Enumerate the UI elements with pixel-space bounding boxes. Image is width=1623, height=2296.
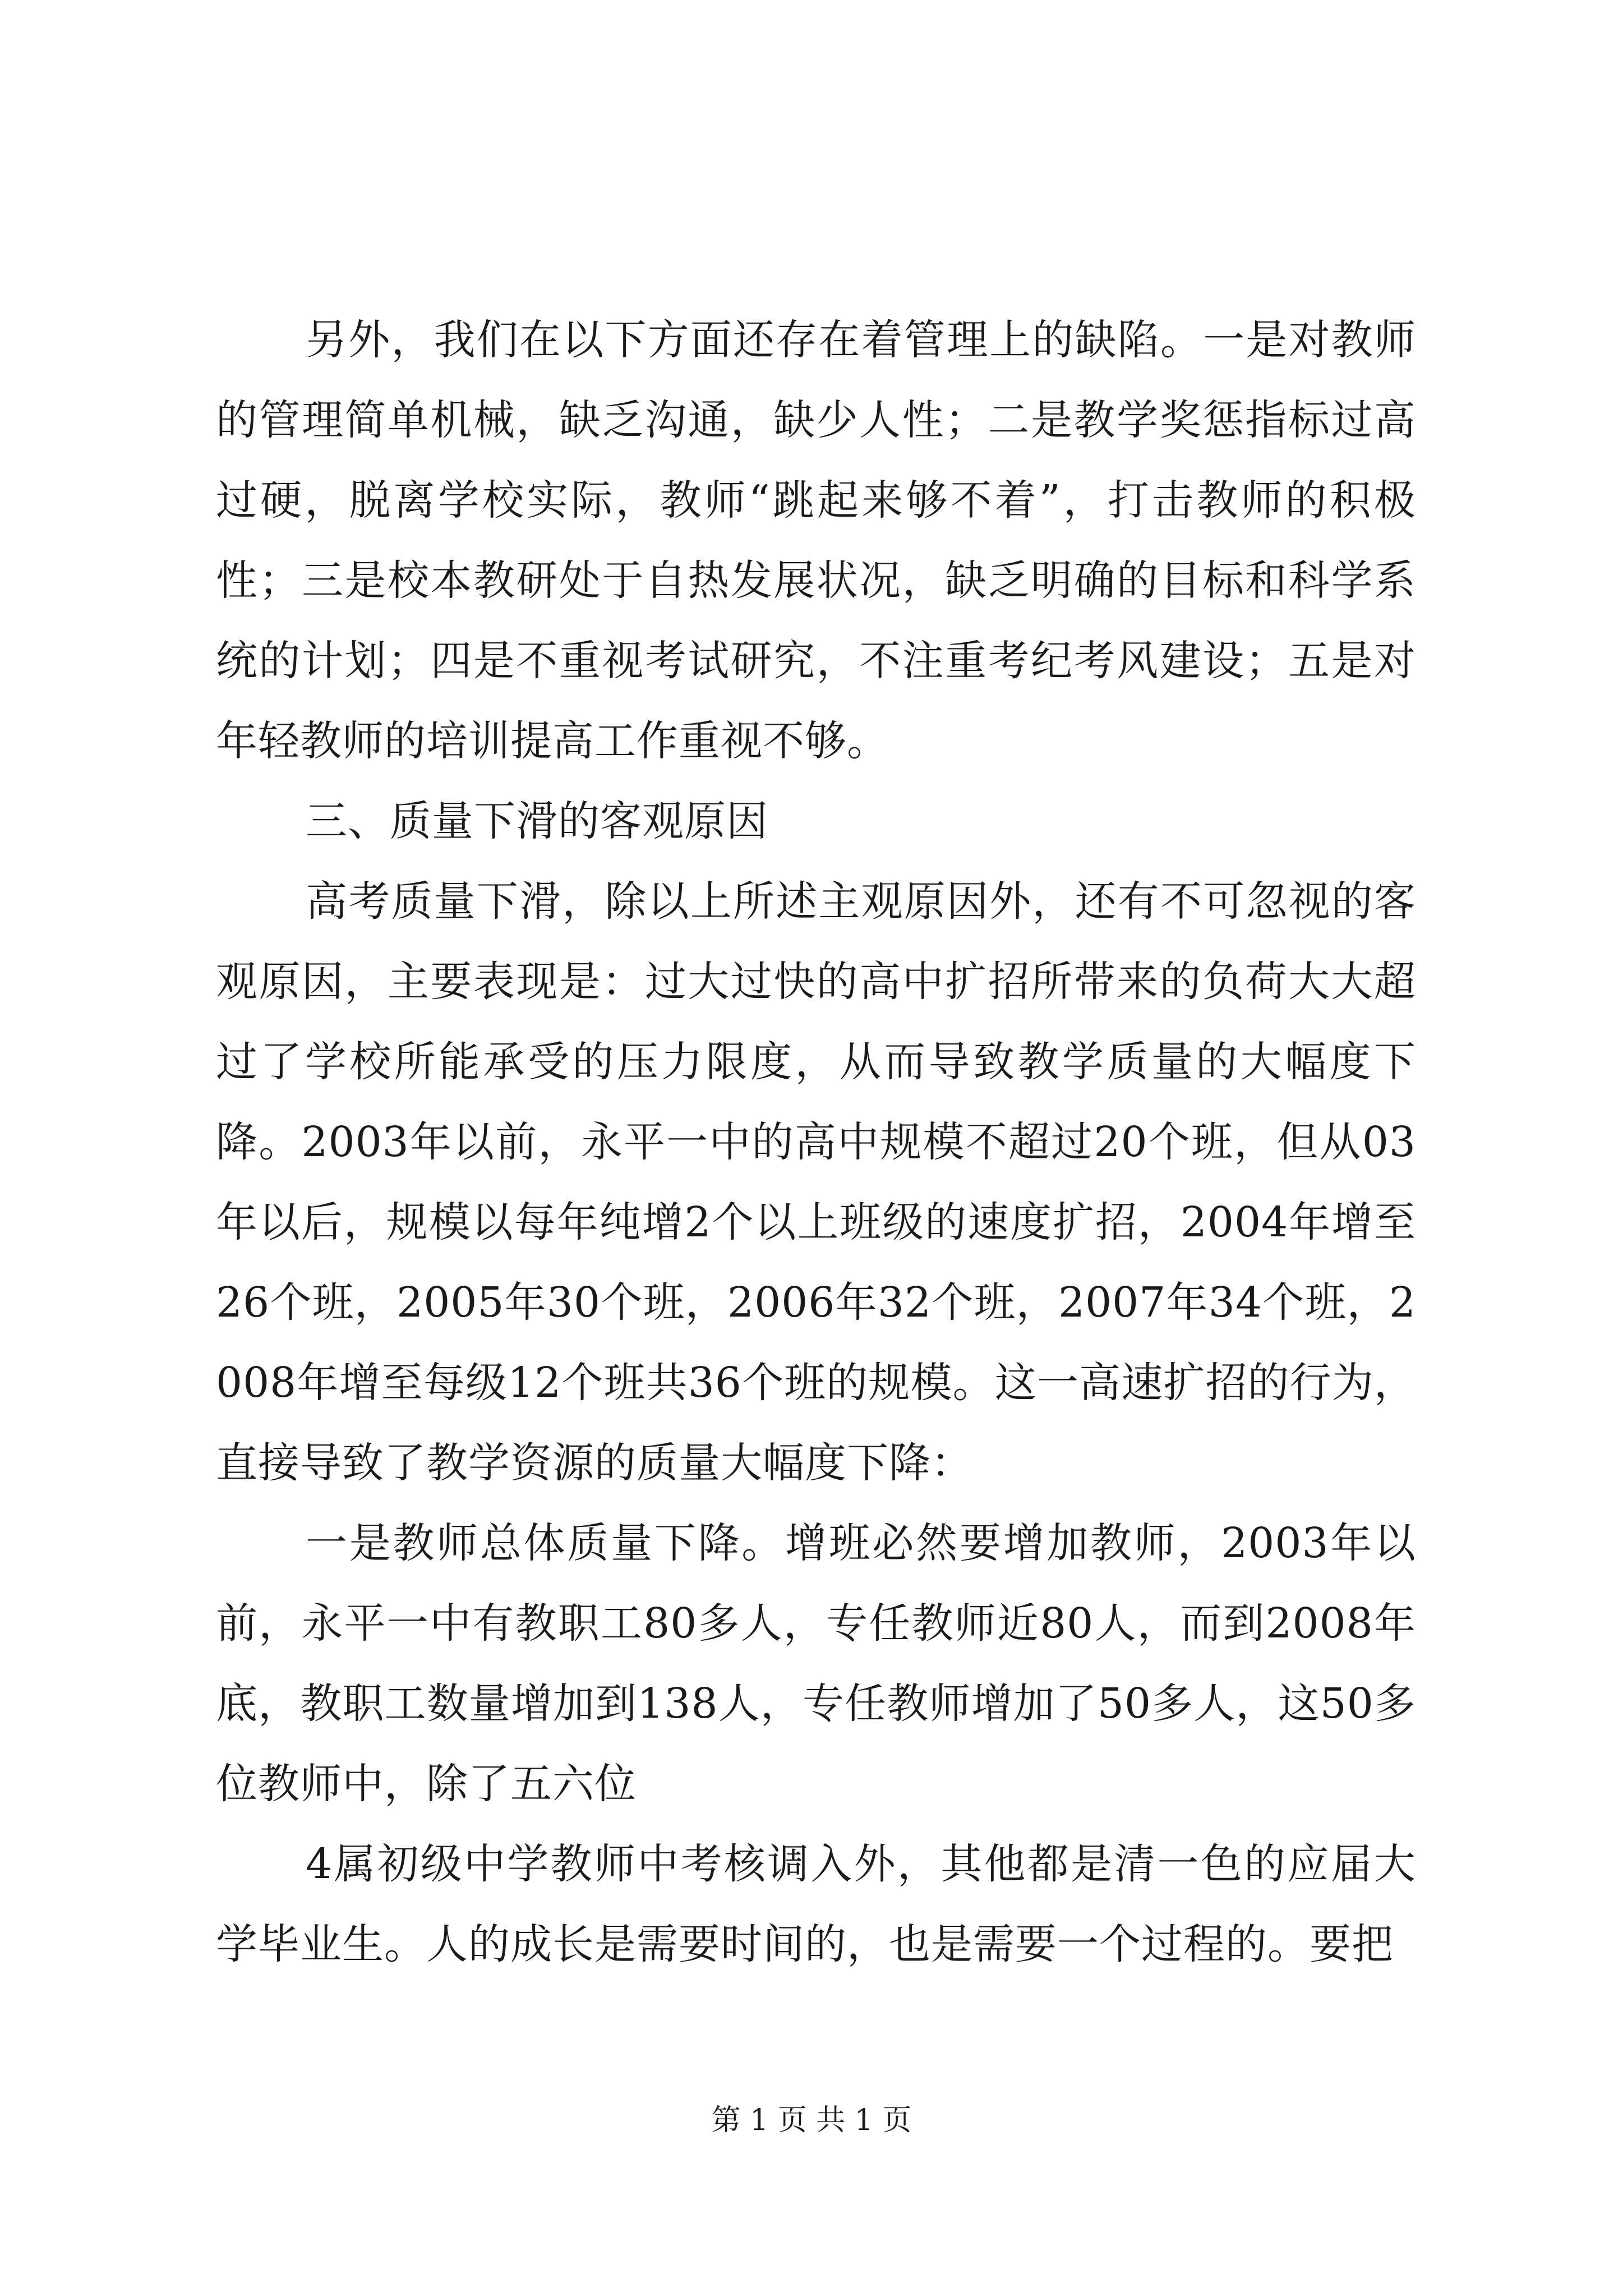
document-body <box>216 300 1416 1985</box>
paragraph-management-defects: 另外，我们在以下方面还存在着管理上的缺陷。一是对教师的管理简单机械，缺乏沟通，缺少人性；二是教学奖惩指标过高过硬，脱离学校实际，教师“跳起来够不着”，打击教师的积极性；三是校本教研处于自热发展状况，缺乏明确的目标和科学系统的计划；四是不重视考试研究，不注重考纪考风建设；五是对年轻教师的培训提高工作重视不够。 <box>216 316 1416 765</box>
page-footer: 第 1 页 共 1 页 <box>711 2104 912 2137</box>
paragraph-continuation: 4属初级中学教师中考核调入外，其他都是清一色的应届大学毕业生。人的成长是需要时间的，也是需要一个过程的。要把 <box>216 1840 1416 1968</box>
section-heading-objective-reasons: 三、质量下滑的客观原因 <box>306 797 768 845</box>
paragraph-objective-reasons: 高考质量下滑，除以上所述主观原因外，还有不可忽视的客观原因，主要表现是：过大过快的高中扩招所带来的负荷大大超过了学校所能承受的压力限度，从而导致教学质量的大幅度下降。2003年以前，永平一中的高中规模不超过20个班，但从03年以后，规模以每年纯增2个以上班级的速度扩招，2004年增至26个班，2005年30个班，2006年32个班，2007年34个班，2008年增至每级12个班共36个班的规模。这一高速扩招的行为，直接导致了教学资源的质量大幅度下降： <box>216 877 1416 1487</box>
paragraph-teacher-quality: 一是教师总体质量下降。增班必然要增加教师，2003年以前，永平一中有教职工80多人，专任教师近80人，而到2008年底，教职工数量增加到138人，专任教师增加了50多人，这50多位教师中，除了五六位 <box>216 1519 1416 1808</box>
